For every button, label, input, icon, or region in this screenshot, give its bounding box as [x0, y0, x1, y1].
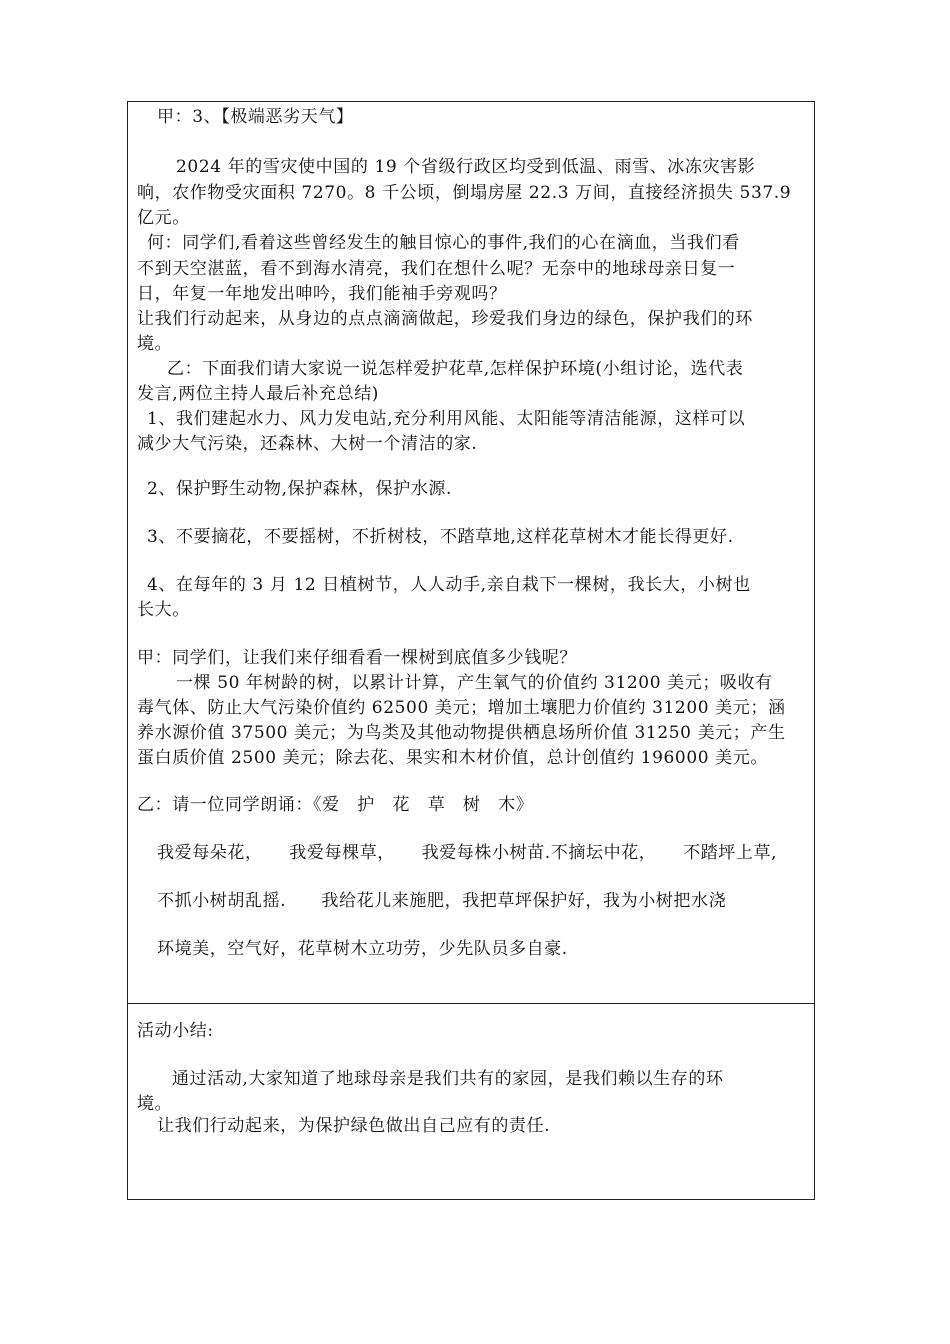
list-item: 2、保护野生动物,保护森林，保护水源.	[147, 479, 453, 499]
paragraph-line: 响，农作物受灾面积 7270。8 千公顷，倒塌房屋 22.3 万间，直接经济损失 537.9	[137, 183, 792, 203]
paragraph-line: 亿元。	[137, 208, 190, 228]
paragraph-line: 2024 年的雪灾使中国的 19 个省级行政区均受到低温、雨雪、冰冻灾害影	[176, 157, 756, 177]
summary-label: 活动小结:	[137, 1021, 214, 1041]
paragraph-line: 境。	[137, 1094, 173, 1114]
paragraph-line: 不到天空湛蓝，看不到海水清亮，我们在想什么呢？无奈中的地球母亲日复一	[137, 259, 736, 279]
activity-record-table	[127, 101, 815, 1200]
list-item: 1、我们建起水力、风力发电站,充分利用风能、太阳能等清洁能源，这样可以	[147, 409, 746, 429]
paragraph-line: 乙：下面我们请大家说一说怎样爱护花草,怎样保护环境(小组讨论，选代表	[167, 359, 744, 379]
paragraph-line: 境。	[137, 334, 173, 354]
poem-line: 我爱每朵花， 我爱每棵草， 我爱每株小树苗.不摘坛中花， 不踏坪上草,	[157, 843, 778, 863]
paragraph-line: 通过活动,大家知道了地球母亲是我们共有的家园，是我们赖以生存的环	[172, 1069, 724, 1089]
section-heading: 甲：3、【极端恶劣天气】	[157, 107, 354, 127]
paragraph-line: 蛋白质价值 2500 美元；除去花、果实和木材价值，总计创值约 196000 美元。	[137, 748, 768, 768]
poem-line: 环境美，空气好，花草树木立功劳，少先队员多自豪.	[157, 939, 568, 959]
paragraph-line: 让我们行动起来，为保护绿色做出自己应有的责任.	[157, 1116, 551, 1136]
paragraph-line: 毒气体、防止大气污染价值约 62500 美元；增加土壤肥力价值约 31200 美元；涵	[137, 698, 786, 718]
list-item: 长大。	[137, 600, 190, 620]
paragraph-line: 甲：同学们，让我们来仔细看看一棵树到底值多少钱呢？	[137, 648, 577, 668]
paragraph-line: 养水源价值 37500 美元；为鸟类及其他动物提供栖息场所价值 31250 美元；产生	[137, 723, 786, 743]
table-row-divider	[128, 1003, 814, 1004]
list-item: 4、在每年的 3 月 12 日植树节，人人动手,亲自栽下一棵树，我长大，小树也	[147, 575, 751, 595]
paragraph-line: 乙：请一位同学朗诵：《爱 护 花 草 树 木》	[137, 795, 534, 815]
paragraph-line: 何：同学们,看着这些曾经发生的触目惊心的事件,我们的心在滴血，当我们看	[147, 233, 740, 253]
paragraph-line: 让我们行动起来，从身边的点点滴滴做起，珍爱我们身边的绿色，保护我们的环	[137, 309, 753, 329]
poem-line: 不抓小树胡乱摇. 我给花儿来施肥，我把草坪保护好，我为小树把水浇	[157, 891, 727, 911]
list-item: 3、不要摘花，不要摇树，不折树枝，不踏草地,这样花草树木才能长得更好.	[147, 527, 734, 547]
paragraph-line: 发言,两位主持人最后补充总结)	[137, 384, 380, 404]
paragraph-line: 日，年复一年地发出呻吟，我们能袖手旁观吗？	[137, 284, 507, 304]
paragraph-line: 一棵 50 年树龄的树，以累计计算，产生氧气的价值约 31200 美元；吸收有	[176, 673, 773, 693]
list-item: 减少大气污染，还森林、大树一个清洁的家.	[137, 434, 478, 454]
